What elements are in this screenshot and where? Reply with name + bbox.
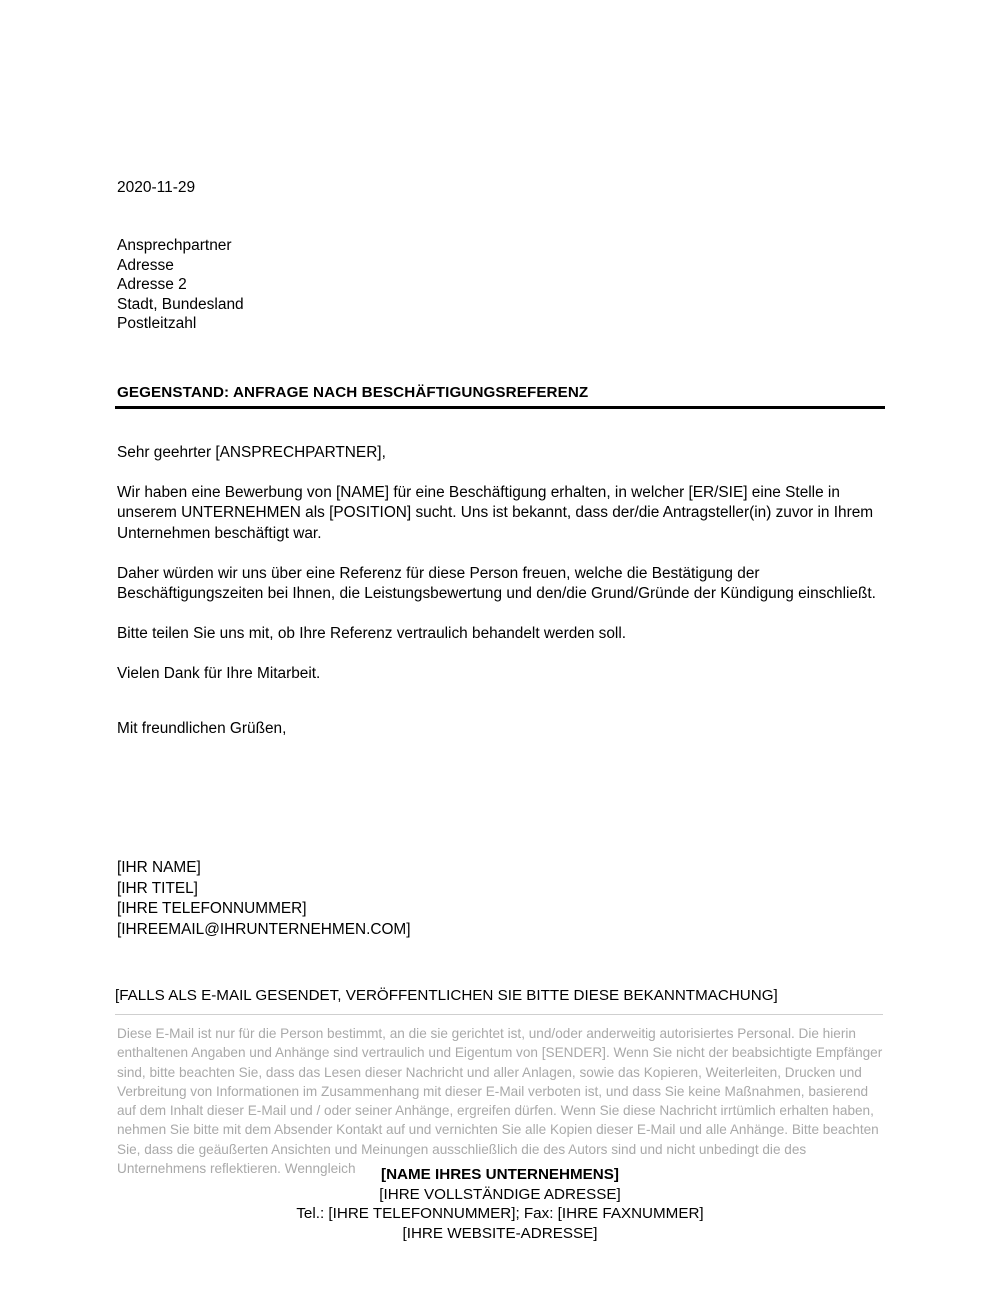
letter-body bbox=[117, 443, 879, 685]
footer-phone-fax: Tel.: [IHRE TELEFONNUMMER]; Fax: [IHRE FAXNUMMER] bbox=[296, 1205, 704, 1222]
recipient-line-postcode: Postleitzahl bbox=[117, 315, 197, 332]
footer-company-name: [NAME IHRES UNTERNEHMENS] bbox=[381, 1166, 619, 1183]
signature-title: [IHR TITEL] bbox=[117, 879, 198, 897]
subject-divider-rule bbox=[115, 406, 885, 409]
signature-name: [IHR NAME] bbox=[117, 859, 201, 876]
footer-website: [IHRE WEBSITE-ADRESSE] bbox=[402, 1224, 598, 1242]
signature-phone: [IHRE TELEFONNUMMER] bbox=[117, 900, 307, 917]
subject-heading: GEGENSTAND: ANFRAGE NACH BESCHÄFTIGUNGSREFERENZ bbox=[117, 384, 589, 401]
disclaimer-heading: [FALLS ALS E-MAIL GESENDET, VERÖFFENTLICHEN SIE BITTE DIESE BEKANNTMACHUNG] bbox=[115, 987, 778, 1004]
disclaimer-text: Diese E-Mail ist nur für die Person bestimmt, an die sie gerichtet ist, und/oder anderweitig autorisiertes Personal. Die hierin enthaltenen Angaben und Anhänge sind vertraulich und Eigentum von [SENDER]. Wenn Sie nicht der beabsichtigte Empfänger sind, bitte beachten Sie, dass das Lesen dieser Nachricht und aller Anlagen, sowie das Kopieren, Weiterleiten, Drucken und Verbreitung von Informationen im Zusammenhang mit dieser E-Mail verboten ist, und dass Sie keine Maßnahmen, basierend auf dem Inhalt dieser E-Mail und / oder seiner Anhänge, ergreifen dürfen. Wenn Sie diese Nachricht irrtümlich erhalten haben, nehmen Sie bitte mit dem Absender Kontakt auf und vernichten Sie alle Kopien dieser E-Mail und alle Anhänge. Bitte beachten Sie, dass die geäußerten Ansichten und Meinungen ausschließlich die des Autors sind und nicht unbedingt die des Unternehmens reflektieren. Wenngleich bbox=[117, 1026, 883, 1177]
recipient-line-address-2: Adresse 2 bbox=[117, 276, 187, 293]
closing-salutation: Mit freundlichen Grüßen, bbox=[117, 720, 287, 737]
body-paragraph-3: Bitte teilen Sie uns mit, ob Ihre Referenz vertraulich behandelt werden soll. bbox=[117, 625, 627, 643]
letter-date: 2020-11-29 bbox=[117, 179, 196, 196]
signature-email: [IHREEMAIL@IHRUNTERNEHMEN.COM] bbox=[117, 920, 411, 938]
body-paragraph-2: Daher würden wir uns über eine Referenz für diese Person freuen, welche die Bestätigung der Beschäftigungszeiten bei Ihnen, die Leistungsbewertung und den/die Grund/Gründe der Kündigung einschließt. bbox=[117, 564, 876, 603]
footer-address: [IHRE VOLLSTÄNDIGE ADRESSE] bbox=[379, 1185, 621, 1203]
recipient-line-contact: Ansprechpartner bbox=[117, 237, 232, 254]
recipient-line-city: Stadt, Bundesland bbox=[117, 295, 244, 313]
page-footer bbox=[0, 1165, 1000, 1243]
body-paragraph-1: Wir haben eine Bewerbung von [NAME] für eine Beschäftigung erhalten, in welcher [ER/SIE] eine Stelle in unserem UNTERNEHMEN als [POSITION] sucht. Uns ist bekannt, dass der/die Antragsteller(in) zuvor in Ihrem Unternehmen beschäftigt war. bbox=[117, 484, 874, 542]
recipient-line-address-1: Adresse bbox=[117, 256, 174, 274]
body-salutation: Sehr geehrter [ANSPRECHPARTNER], bbox=[117, 444, 386, 461]
recipient-address-block bbox=[117, 236, 244, 334]
signature-block bbox=[117, 858, 411, 940]
body-paragraph-4: Vielen Dank für Ihre Mitarbeit. bbox=[117, 665, 321, 683]
disclaimer-divider-rule bbox=[115, 1014, 883, 1015]
